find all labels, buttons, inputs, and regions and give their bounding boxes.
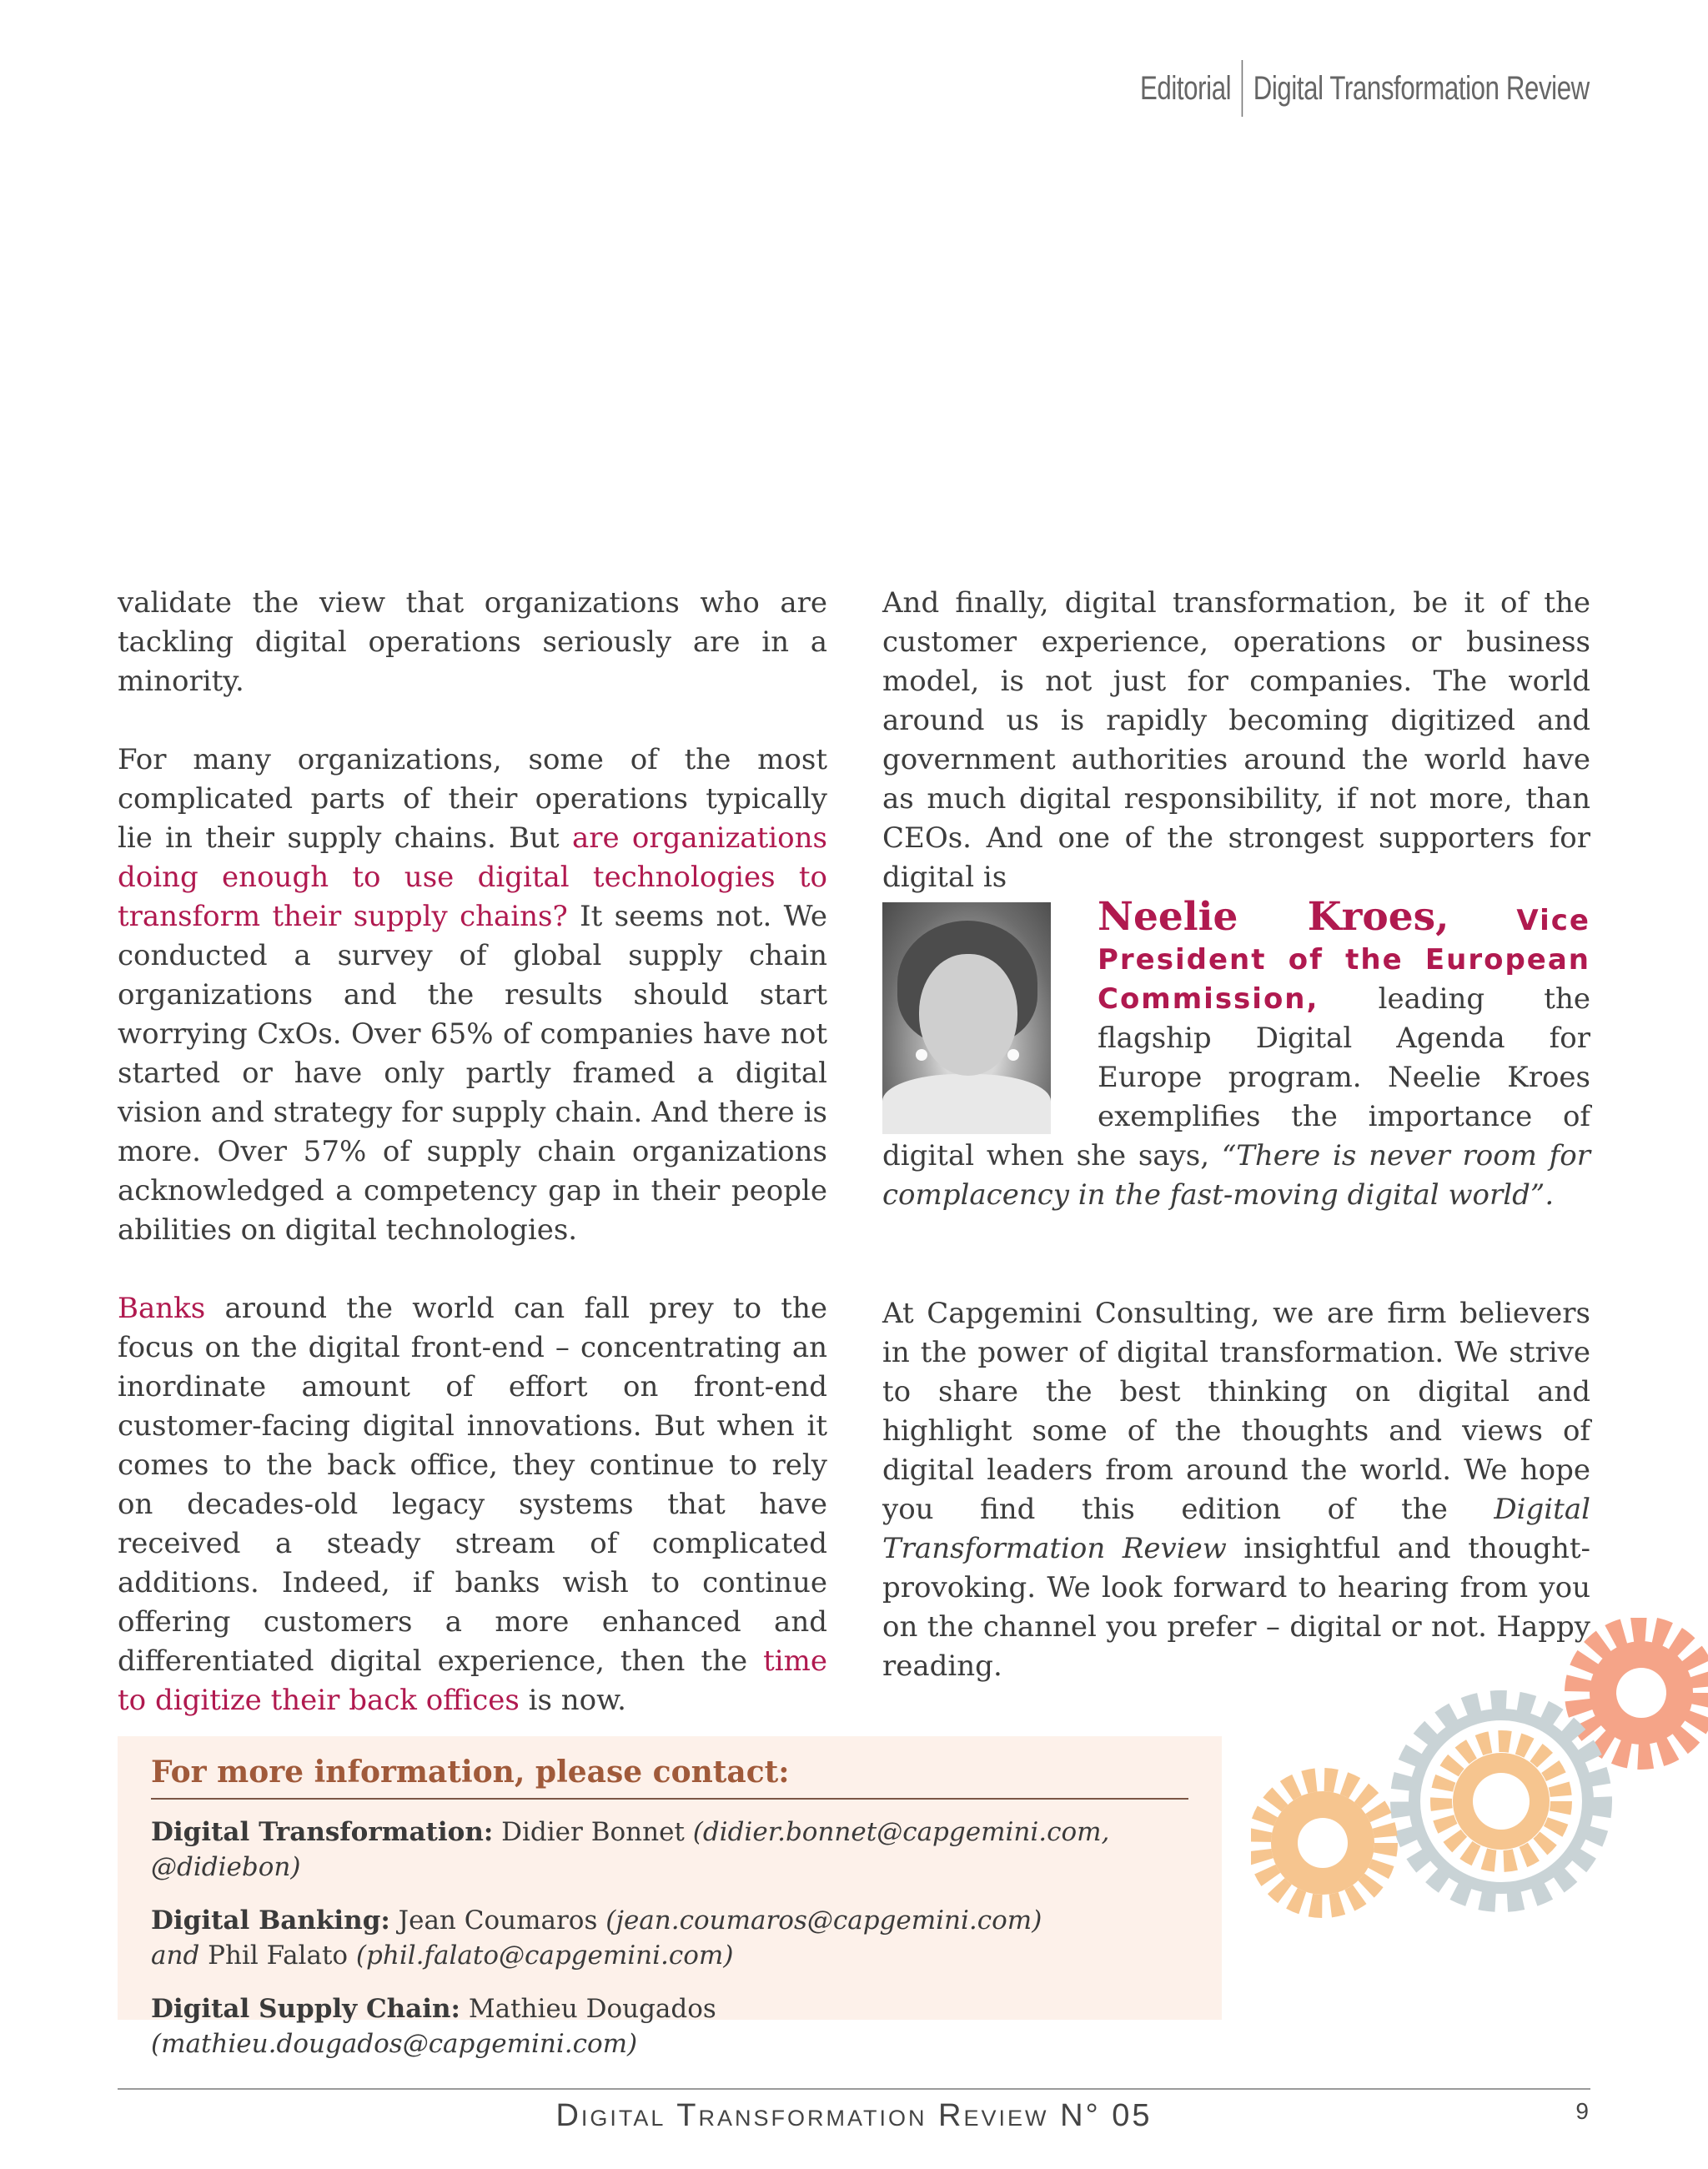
header-section: Editorial — [1140, 69, 1232, 107]
contact-row: Digital Banking: Jean Coumaros (jean.coumaros@capgemini.com) and Phil Falato (phil.falato@capgemini.com) — [151, 1905, 1042, 1971]
header-divider — [1242, 60, 1243, 117]
paragraph: At Capgemini Consulting, we are firm believers in the power of digital transformation. We strive to share the best thinking on digital and highlight some of the thoughts and views of digital leaders from around the world. We hope you find this edition of the Digital Transformation Review insightful and thought-provoking. We look forward to hearing from you on the channel you prefer – digital or not. Happy reading. — [882, 1297, 1590, 1683]
contact-heading: For more information, please contact: — [151, 1755, 1188, 1800]
left-column — [118, 584, 827, 1720]
person-name: Neelie Kroes, — [1098, 894, 1449, 940]
paragraph: validate the view that organizations who are tackling digital operations seriously are in a minority. — [118, 586, 827, 698]
portrait-photo — [882, 902, 1051, 1134]
page-number: 9 — [1575, 2098, 1589, 2124]
gear-orange-icon — [1580, 1631, 1703, 1755]
footer-title: Digital Transformation Review N° 05 — [555, 2098, 1153, 2133]
email-link[interactable]: (jean.coumaros@capgemini.com) — [605, 1905, 1042, 1936]
banks-link[interactable]: Banks — [118, 1292, 206, 1325]
email-link[interactable]: (mathieu.dougados@capgemini.com) — [151, 2029, 638, 2059]
portrait-block — [882, 894, 1590, 1215]
back-office-link[interactable]: time to digitize their back offices — [118, 1644, 827, 1717]
contact-box — [118, 1736, 1222, 2059]
quote: “There is never room for complacency in the fast-moving digital world” — [882, 1139, 1590, 1212]
paragraph: For many organizations, some of the most complicated parts of their operations typically lie in their supply chains. But are organizations doing enough to use digital technologies to transform their supply chains? It seems not. We conducted a survey of global supply chain organizations and the results should start worrying CxOs. Over 65% of companies have not started or have only partly framed a digital vision and strategy for supply chain. And there is more. Over 57% of supply chain organizations acknowledged a competency gap in their people abilities on digital technologies. — [118, 743, 827, 1247]
gear-yellow-icon — [1259, 1780, 1386, 1906]
header-publication: Digital Transformation Review — [1253, 69, 1590, 107]
footer-rule — [118, 2088, 1590, 2090]
publication-italic: Digital Transformation Review — [882, 1493, 1590, 1565]
email-link[interactable]: (phil.falato@capgemini.com) — [355, 1941, 734, 1971]
paragraph: Banks around the world can fall prey to the focus on the digital front-end – concentrating an inordinate amount of effort on front-end customer-facing digital innovations. But when it comes to the back office, they continue to rely on decades-old legacy systems that have received a steady stream of complicated additions. Indeed, if banks wish to continue offering customers a more enhanced and differentiated digital experience, then the time to digitize their back offices is now. — [118, 1292, 827, 1717]
gears-decoration — [1251, 1618, 1708, 1968]
right-column — [882, 584, 1590, 1686]
email-link[interactable]: (didier.bonnet@capgemini.com, @didiebon) — [151, 1817, 1110, 1882]
gear-gray-icon — [1403, 1703, 1600, 1900]
contact-row: Digital Transformation: Didier Bonnet (didier.bonnet@capgemini.com, @didiebon) — [151, 1817, 1110, 1882]
contact-row: Digital Supply Chain: Mathieu Dougados (mathieu.dougados@capgemini.com) — [151, 1994, 716, 2059]
paragraph-with-portrait: Neelie Kroes, Vice President of the European Commission, leading the flagship Digital Agenda for Europe program. Neelie Kroes exemplifies the importance of digital when she says, “There is never room for complacency in the fast-moving digital world”. — [882, 894, 1590, 1212]
paragraph: And finally, digital transformation, be it of the customer experience, operations or business model, is not just for companies. The world around us is rapidly becoming digitized and government authorities around the world have as much digital responsibility, if not more, than CEOs. And one of the strongest supporters for digital is — [882, 586, 1590, 894]
running-header — [1140, 60, 1590, 117]
supply-chain-link[interactable]: are organizations doing enough to use digital technologies to transform their supply chains? — [118, 821, 827, 933]
person-title: Vice President of the European Commission, — [1098, 904, 1590, 1016]
